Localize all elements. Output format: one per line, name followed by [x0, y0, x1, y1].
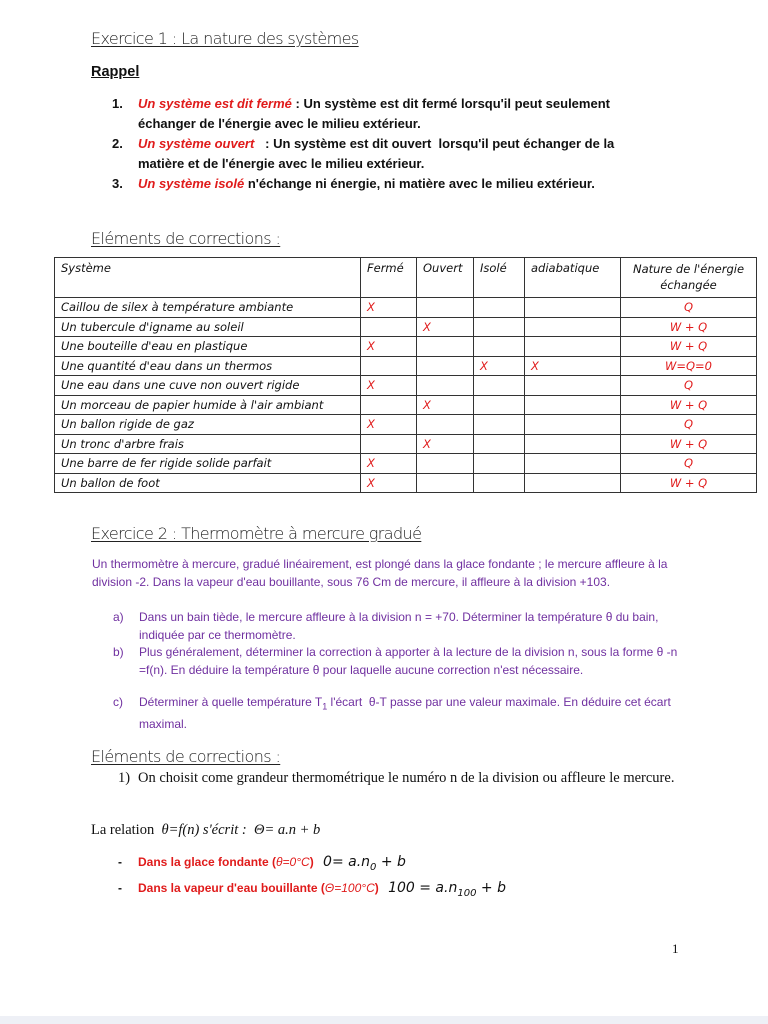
cell-isole	[474, 415, 525, 435]
cell-adiabatique	[525, 454, 621, 474]
question-text: Plus généralement, déterminer la correction à apporter à la lecture de la division n, sous la forme θ -n =f(n). En déduire la température θ pour laquelle aucune correction n'est nécessaire.	[139, 645, 678, 677]
table-row	[55, 298, 757, 318]
header-nature: Nature de l'énergie échangée	[621, 258, 757, 298]
question-text: Déterminer à quelle température T	[139, 695, 323, 709]
question-text: l'écart θ-T passe par une valeur maximale. En déduire cet écart maximal.	[139, 695, 675, 731]
cell-ferme	[361, 356, 417, 376]
cell-isole	[474, 376, 525, 396]
cell-nature: Q	[621, 298, 757, 318]
cell-isole	[474, 434, 525, 454]
cell-ouvert	[417, 415, 474, 435]
table-row	[55, 434, 757, 454]
cell-adiabatique: X	[525, 356, 621, 376]
cell-system: Une eau dans une cuve non ouvert rigide	[55, 376, 361, 396]
rule-number: 2.	[112, 136, 123, 151]
cell-nature: Q	[621, 454, 757, 474]
table-row	[55, 356, 757, 376]
cell-ouvert	[417, 356, 474, 376]
equation-subscript: 0	[370, 861, 377, 873]
question-number: b)	[113, 645, 124, 659]
header-system: Système	[55, 258, 361, 298]
case-dash: -	[118, 881, 122, 895]
cell-isole	[474, 454, 525, 474]
table-row	[55, 454, 757, 474]
header-adiabatique: adiabatique	[525, 258, 621, 298]
header-ouvert: Ouvert	[417, 258, 474, 298]
rule-text: : Un système est dit fermé lorsqu'il peut seulement échanger de l'énergie avec le milieu extérieur.	[138, 96, 610, 131]
rules-list	[112, 94, 652, 194]
cell-adiabatique	[525, 434, 621, 454]
question-number: c)	[113, 695, 123, 709]
case-close: )	[309, 855, 314, 869]
ex1-corrections-heading: Eléments de corrections :	[91, 229, 281, 248]
cell-ferme	[361, 317, 417, 337]
cell-system: Un morceau de papier humide à l'air ambiant	[55, 395, 361, 415]
case-label: Dans la vapeur d'eau bouillante (	[138, 881, 325, 895]
cell-system: Une barre de fer rigide solide parfait	[55, 454, 361, 474]
cell-nature: Q	[621, 376, 757, 396]
table-row	[55, 473, 757, 493]
rule-term: Un système ouvert	[138, 136, 255, 151]
ex2-questions-ab	[113, 609, 683, 679]
ex2-corrections-heading: Eléments de corrections :	[91, 747, 281, 766]
question-item	[113, 609, 683, 644]
cell-nature: W + Q	[621, 434, 757, 454]
question-item	[113, 644, 683, 679]
cell-ferme: X	[361, 454, 417, 474]
question-subscript: 1	[322, 701, 328, 712]
rule-item	[112, 94, 652, 134]
exercise-2-title: Exercice 2 : Thermomètre à mercure gradué	[91, 524, 422, 543]
systems-table	[54, 257, 757, 493]
ex2-questions-c	[113, 694, 683, 733]
correction-number: 1)	[118, 770, 131, 786]
rule-term: Un système isolé	[138, 176, 245, 191]
cell-adiabatique	[525, 376, 621, 396]
equation-subscript: 100	[457, 887, 477, 899]
exercise-1-title: Exercice 1 : La nature des systèmes	[91, 29, 359, 48]
table-row	[55, 395, 757, 415]
header-ferme: Fermé	[361, 258, 417, 298]
cell-system: Un ballon rigide de gaz	[55, 415, 361, 435]
cell-adiabatique	[525, 473, 621, 493]
rule-item	[112, 174, 652, 194]
cell-system: Une bouteille d'eau en plastique	[55, 337, 361, 357]
case-label: Dans la glace fondante (	[138, 855, 277, 869]
cell-isole: X	[474, 356, 525, 376]
cell-isole	[474, 395, 525, 415]
cell-system: Un tubercule d'igname au soleil	[55, 317, 361, 337]
correction-text: On choisit come grandeur thermométrique le numéro n de la division ou affleure le mercure.	[138, 770, 675, 786]
question-item	[113, 694, 683, 733]
question-number: a)	[113, 610, 124, 624]
page-number: 1	[672, 941, 679, 956]
cell-adiabatique	[525, 415, 621, 435]
cell-ouvert	[417, 337, 474, 357]
cell-system: Un tronc d'arbre frais	[55, 434, 361, 454]
correction-point-1	[118, 767, 688, 789]
equation-part: 0= a.n	[323, 854, 371, 870]
cell-adiabatique	[525, 298, 621, 318]
cell-ferme	[361, 434, 417, 454]
cell-adiabatique	[525, 395, 621, 415]
cell-system: Un ballon de foot	[55, 473, 361, 493]
equation-part: 100 = a.n	[388, 880, 458, 896]
cell-system: Caillou de silex à température ambiante	[55, 298, 361, 318]
cell-ferme: X	[361, 473, 417, 493]
rule-text: : Un système est dit ouvert lorsqu'il peut échanger de la matière et de l'énergie avec le milieu extérieur.	[138, 136, 618, 171]
cell-nature: Q	[621, 415, 757, 435]
case-equation	[323, 854, 406, 873]
rule-item	[112, 134, 652, 174]
table-row	[55, 317, 757, 337]
case-condition: θ=0°C	[276, 855, 310, 869]
cell-ouvert	[417, 376, 474, 396]
equation-part: + b	[476, 880, 506, 896]
cell-ouvert: X	[417, 317, 474, 337]
cell-nature: W=Q=0	[621, 356, 757, 376]
cell-ouvert	[417, 454, 474, 474]
cell-ferme: X	[361, 415, 417, 435]
case-equation	[388, 880, 506, 899]
table-row	[55, 415, 757, 435]
cell-ferme: X	[361, 298, 417, 318]
relation-line	[91, 822, 320, 839]
cell-ferme: X	[361, 376, 417, 396]
rule-number: 1.	[112, 96, 123, 111]
table-row	[55, 376, 757, 396]
cell-isole	[474, 298, 525, 318]
cell-isole	[474, 337, 525, 357]
case-steam	[118, 880, 506, 899]
cell-adiabatique	[525, 337, 621, 357]
relation-label: La relation	[91, 822, 162, 838]
cell-nature: W + Q	[621, 473, 757, 493]
bottom-edge	[0, 1016, 768, 1024]
cell-ferme	[361, 395, 417, 415]
cell-nature: W + Q	[621, 317, 757, 337]
header-isole: Isolé	[474, 258, 525, 298]
table-row	[55, 337, 757, 357]
cell-isole	[474, 473, 525, 493]
case-ice	[118, 854, 406, 873]
table-header-row	[55, 258, 757, 298]
cell-nature: W + Q	[621, 395, 757, 415]
relation-formula: Θ= a.n + b	[253, 822, 321, 838]
ex2-intro: Un thermomètre à mercure, gradué linéairement, est plongé dans la glace fondante ; le mercure affleure à la division -2. Dans la vapeur d'eau bouillante, sous 76 Cm de mercure, il affleure à la division +103.	[92, 557, 668, 589]
case-close: )	[374, 881, 379, 895]
cell-ouvert: X	[417, 395, 474, 415]
cell-ouvert	[417, 473, 474, 493]
case-condition: Θ=100°C	[324, 881, 375, 895]
cell-system: Une quantité d'eau dans un thermos	[55, 356, 361, 376]
cell-adiabatique	[525, 317, 621, 337]
rappel-heading: Rappel	[91, 64, 140, 80]
rule-number: 3.	[112, 176, 123, 191]
cell-ouvert: X	[417, 434, 474, 454]
rule-term: Un système est dit fermé	[138, 96, 292, 111]
equation-part: + b	[376, 854, 406, 870]
cell-nature: W + Q	[621, 337, 757, 357]
rule-text: n'échange ni énergie, ni matière avec le milieu extérieur.	[244, 176, 595, 191]
question-text: Dans un bain tiède, le mercure affleure à la division n = +70. Déterminer la température θ du bain, indiquée par ce thermomètre.	[139, 610, 659, 642]
cell-ferme: X	[361, 337, 417, 357]
case-dash: -	[118, 855, 122, 869]
relation-expression: θ=f(n) s'écrit :	[161, 822, 247, 838]
cell-isole	[474, 317, 525, 337]
cell-ouvert	[417, 298, 474, 318]
